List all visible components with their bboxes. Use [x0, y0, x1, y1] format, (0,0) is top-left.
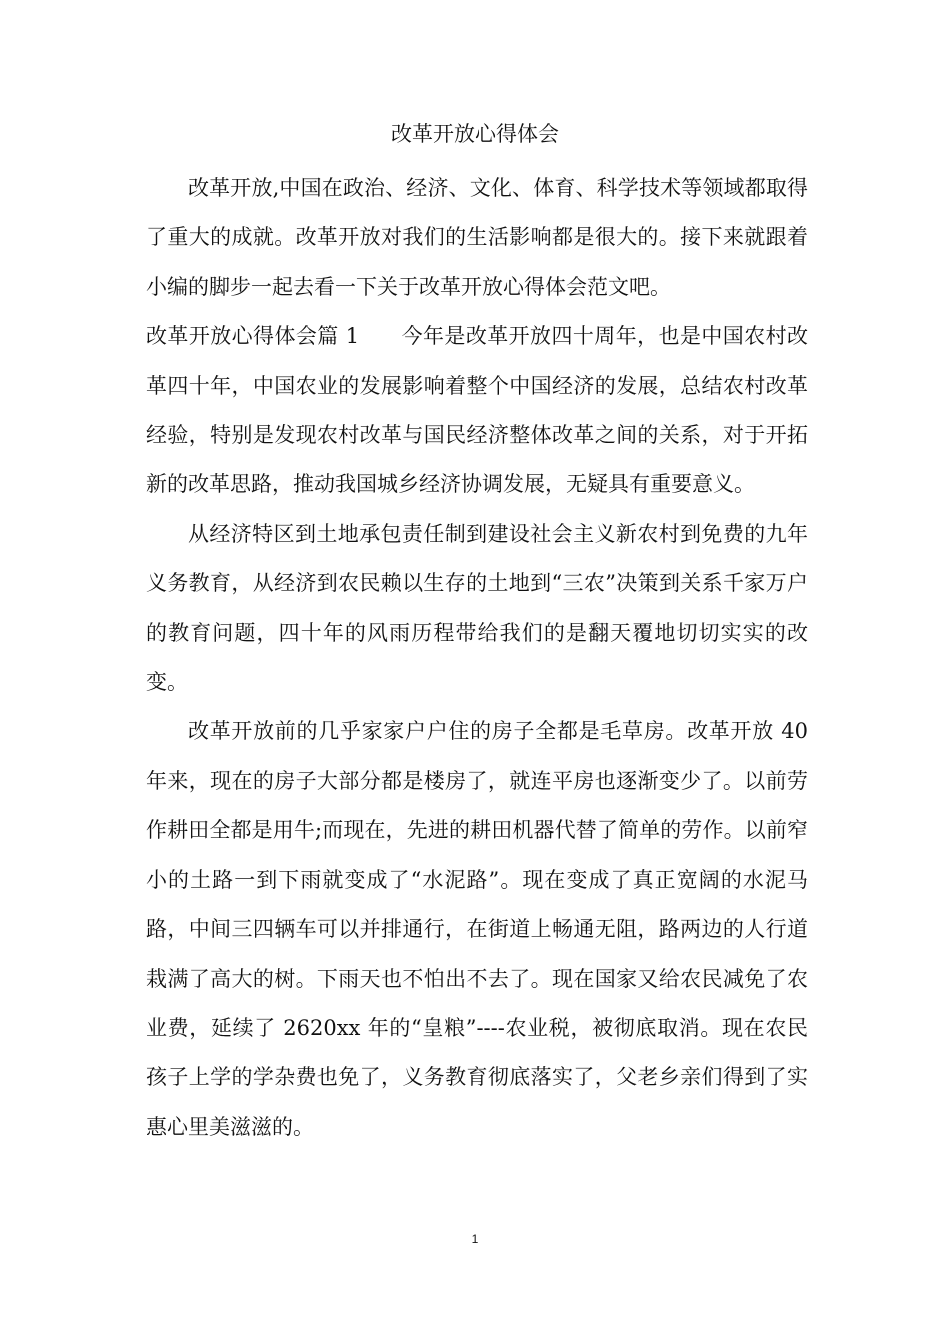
section-heading: 改革开放心得体会篇 1: [146, 324, 360, 349]
paragraph-1-text: 今年是改革开放四十周年，也是中国农村改革四十年，中国农业的发展影响着整个中国经济的发展，总结农村改革经验，特别是发现农村改革与国民经济整体改革之间的关系，对于开拓新的改革思路，推动我国城乡经济协调发展，无疑具有重要意义。: [146, 324, 809, 497]
intro-paragraph: 改革开放,中国在政治、经济、文化、体育、科学技术等领域都取得了重大的成就。改革开放对我们的生活影响都是很大的。接下来就跟着小编的脚步一起去看一下关于改革开放心得体会范文吧。: [146, 176, 808, 299]
paragraph-2: 从经济特区到土地承包责任制到建设社会主义新农村到免费的九年义务教育，从经济到农民赖以生存的土地到“三农”决策到关系千家万户的教育问题，四十年的风雨历程带给我们的是翻天覆地切切实实的改变。: [146, 521, 808, 695]
document-title: 改革开放心得体会: [391, 122, 559, 146]
document-body: [146, 164, 808, 1152]
section-paragraph-1: [146, 312, 808, 510]
page-number: 1: [471, 1232, 479, 1246]
paragraph-3: 改革开放前的几乎家家户户住的房子全都是毛草房。改革开放 40 年来，现在的房子大部分都是楼房了，就连平房也逐渐变少了。以前劳作耕田全都是用牛;而现在，先进的耕田机器代替了简单的劳作。以前窄小的土路一到下雨就变成了“水泥路”。现在变成了真正宽阔的水泥马路，中间三四辆车可以并排通行，在街道上畅通无阻，路两边的人行道栽满了高大的树。下雨天也不怕出不去了。现在国家又给农民减免了农业费，延续了 2620xx 年的“皇粮”----农业税，被彻底取消。现在农民孩子上学的学杂费也免了，义务教育彻底落实了，父老乡亲们得到了实惠心里美滋滋的。: [146, 719, 808, 1139]
